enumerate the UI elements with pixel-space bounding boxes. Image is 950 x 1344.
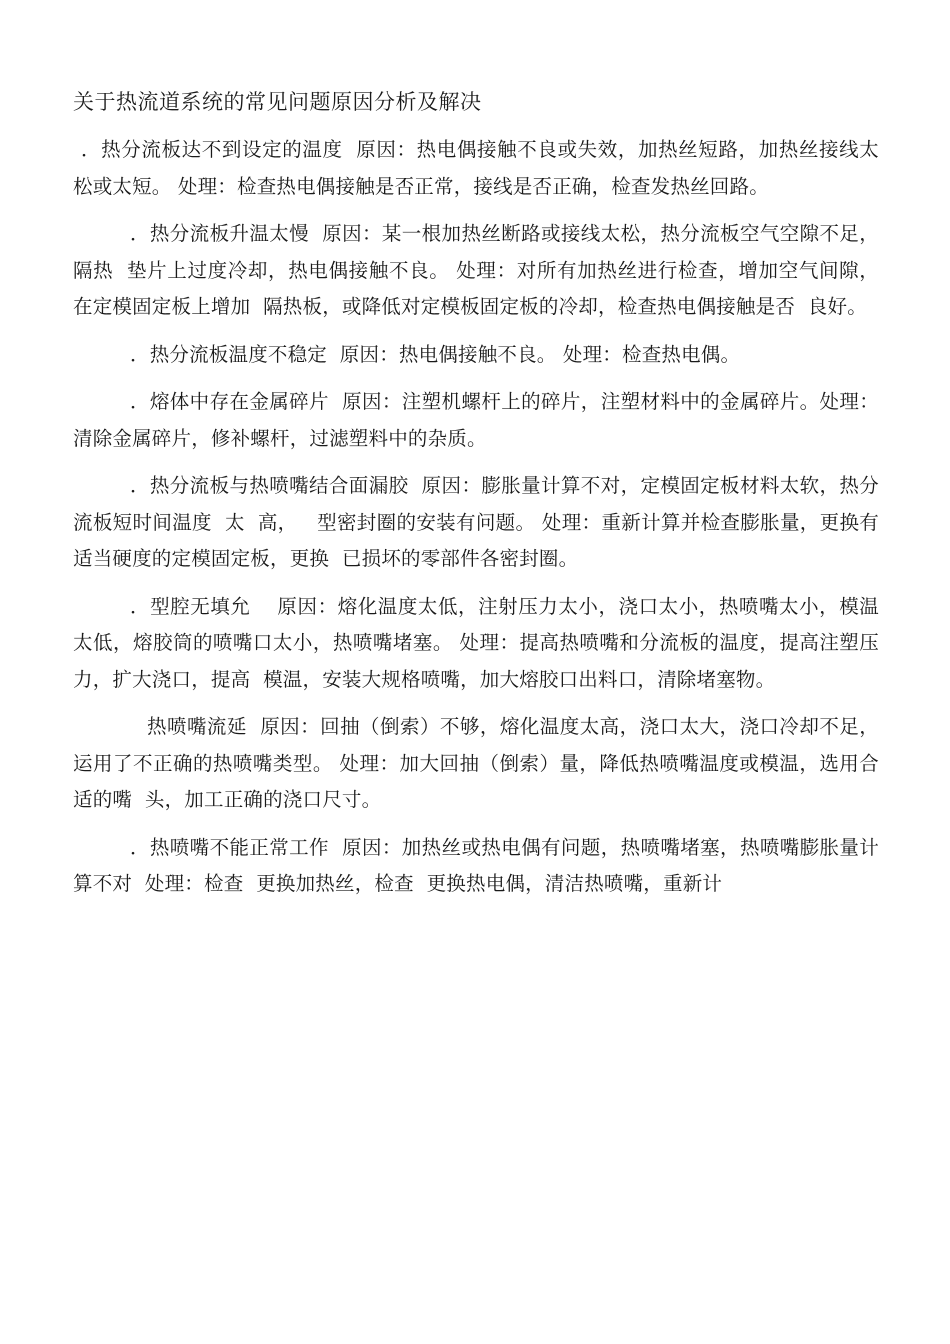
- paragraph-7: 热喷嘴流延 原因：回抽（倒索）不够，熔化温度太高，浇口太大，浇口冷却不足， 运用了不正确的热喷嘴类型。 处理：加大回抽（倒索）量，降低热喷嘴温度或模温，选用合适的嘴 头，加工正确的浇口尺寸。: [73, 715, 899, 811]
- document-page: [73, 84, 899, 914]
- paragraph-3: ．热分流板温度不稳定 原因：热电偶接触不良。 处理：检查热电偶。: [130, 342, 741, 366]
- paragraph-5: ．热分流板与热喷嘴结合面漏胶 原因：膨胀量计算不对，定模固定板材料太软，热分流板短时间温度 太 高， 型密封圈的安装有问题。 处理：重新计算并检查膨胀量，更换有适当硬度的定模固定板，更换 已损坏的零部件各密封圈。: [73, 474, 879, 570]
- paragraph-6: ．型腔无填允 原因：熔化温度太低，注射压力太小，浇口太小，热喷嘴太小，模温 太低，熔胶筒的喷嘴口太小，热喷嘴堵塞。 处理：提高热喷嘴和分流板的温度，提高注塑压力，扩大浇口，提高 模温，安装大规格喷嘴，加大熔胶口出料口，清除堵塞物。: [73, 594, 892, 691]
- paragraph-8: ．热喷嘴不能正常工作 原因：加热丝或热电偶有问题，热喷嘴堵塞，热喷嘴膨胀量计算不对 处理：检查 更换加热丝，检查 更换热电偶，清洁热喷嘴，重新计: [73, 835, 879, 895]
- paragraph-1: ．热分流板达不到设定的温度 原因：热电偶接触不良或失效，加热丝短路，加热丝接线太松或太短。 处理：检查热电偶接触是否正常，接线是否正确，检查发热丝回路。: [73, 138, 879, 198]
- paragraph-4: ．熔体中存在金属碎片 原因：注塑机螺杆上的碎片，注塑材料中的金属碎片。处理：清除金属碎片，修补螺杆，过滤塑料中的杂质。: [73, 390, 879, 450]
- document-title: 关于热流道系统的常见问题原因分析及解决: [73, 90, 482, 114]
- paragraph-2: ．热分流板升温太慢 原因：某一根加热丝断路或接线太松，热分流板空气空隙不足，隔热 垫片上过度冷却，热电偶接触不良。 处理：对所有加热丝进行检查，增加空气间隙，在定模固定板上增加 隔热板，或降低对定模板固定板的冷却，检查热电偶接触是否 良好。: [73, 222, 879, 318]
